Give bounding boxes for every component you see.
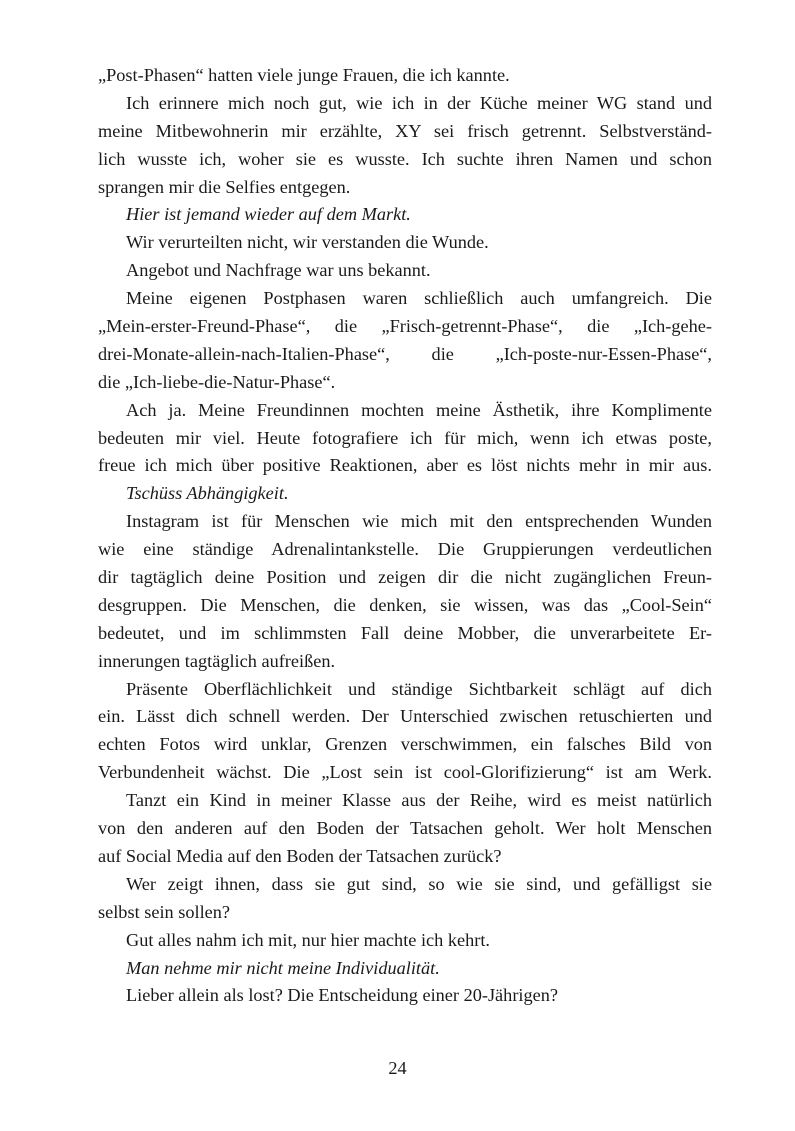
text-line: innerungen tagtäglich aufreißen. xyxy=(98,650,336,671)
text-line: Angebot und Nachfrage war uns bekannt. xyxy=(126,260,431,281)
text-line: Präsente Oberflächlichkeit und ständige Sichtbarkeit schlägt auf dich xyxy=(126,678,712,699)
text-line: Tschüss Abhängigkeit. xyxy=(126,483,289,504)
text-line: desgruppen. Die Menschen, die denken, sie wissen, was das „Cool-Sein“ xyxy=(98,594,712,615)
text-line: Man nehme mir nicht meine Individualität. xyxy=(126,957,440,978)
text-line: drei-Monate-allein-nach-Italien-Phase“, die „Ich-poste-nur-Essen-Phase“, xyxy=(98,343,712,364)
page-number: 24 xyxy=(388,1058,407,1078)
text-line: Gut alles nahm ich mit, nur hier machte ich kehrt. xyxy=(126,929,490,950)
text-line: lich wusste ich, woher sie es wusste. Ich suchte ihren Namen und schon xyxy=(98,148,712,169)
text-line: Hier ist jemand wieder auf dem Markt. xyxy=(126,204,411,225)
text-line: freue ich mich über positive Reaktionen, aber es löst nichts mehr in mir aus. xyxy=(98,455,712,476)
text-line: Tanzt ein Kind in meiner Klasse aus der Reihe, wird es meist natürlich xyxy=(126,790,712,811)
text-line: Verbundenheit wächst. Die „Lost sein ist cool-Glorifizierung“ ist am Werk. xyxy=(98,762,712,783)
text-line: Wer zeigt ihnen, dass sie gut sind, so wie sie sind, und gefälligst sie xyxy=(126,873,712,894)
text-line: meine Mitbewohnerin mir erzählte, XY sei frisch getrennt. Selbstverständ- xyxy=(98,120,712,141)
text-line: echten Fotos wird unklar, Grenzen verschwimmen, ein falsches Bild von xyxy=(98,734,712,755)
page-text xyxy=(98,62,712,1010)
text-line: Wir verurteilten nicht, wir verstanden die Wunde. xyxy=(126,232,489,253)
text-line: Lieber allein als lost? Die Entscheidung einer 20-Jährigen? xyxy=(126,985,558,1006)
text-line: selbst sein sollen? xyxy=(98,901,231,922)
text-line: dir tagtäglich deine Position und zeigen dir die nicht zugänglichen Freun- xyxy=(98,567,712,588)
text-line: ein. Lässt dich schnell werden. Der Unterschied zwischen retuschierten und xyxy=(98,706,712,727)
text-line: die „Ich-liebe-die-Natur-Phase“. xyxy=(98,371,336,392)
text-line: Meine eigenen Postphasen waren schließlich auch umfangreich. Die xyxy=(126,288,712,309)
text-line: von den anderen auf den Boden der Tatsachen geholt. Wer holt Menschen xyxy=(98,818,712,839)
text-line: wie eine ständige Adrenalintankstelle. Die Gruppierungen verdeutlichen xyxy=(98,539,712,560)
text-line: „Mein-erster-Freund-Phase“, die „Frisch-getrennt-Phase“, die „Ich-gehe- xyxy=(98,316,712,337)
text-line: bedeuten mir viel. Heute fotografiere ich für mich, wenn ich etwas poste, xyxy=(98,427,712,448)
text-line: sprangen mir die Selfies entgegen. xyxy=(98,176,351,197)
text-line: „Post-Phasen“ hatten viele junge Frauen, die ich kannte. xyxy=(98,65,510,85)
text-line: Instagram ist für Menschen wie mich mit den entsprechenden Wunden xyxy=(126,511,712,532)
text-line: Ich erinnere mich noch gut, wie ich in der Küche meiner WG stand und xyxy=(126,92,712,113)
text-line: Ach ja. Meine Freundinnen mochten meine Ästhetik, ihre Komplimente xyxy=(126,399,712,420)
text-line: bedeutet, und im schlimmsten Fall deine Mobber, die unverarbeitete Er- xyxy=(98,622,712,643)
text-line: auf Social Media auf den Boden der Tatsachen zurück? xyxy=(98,845,502,866)
